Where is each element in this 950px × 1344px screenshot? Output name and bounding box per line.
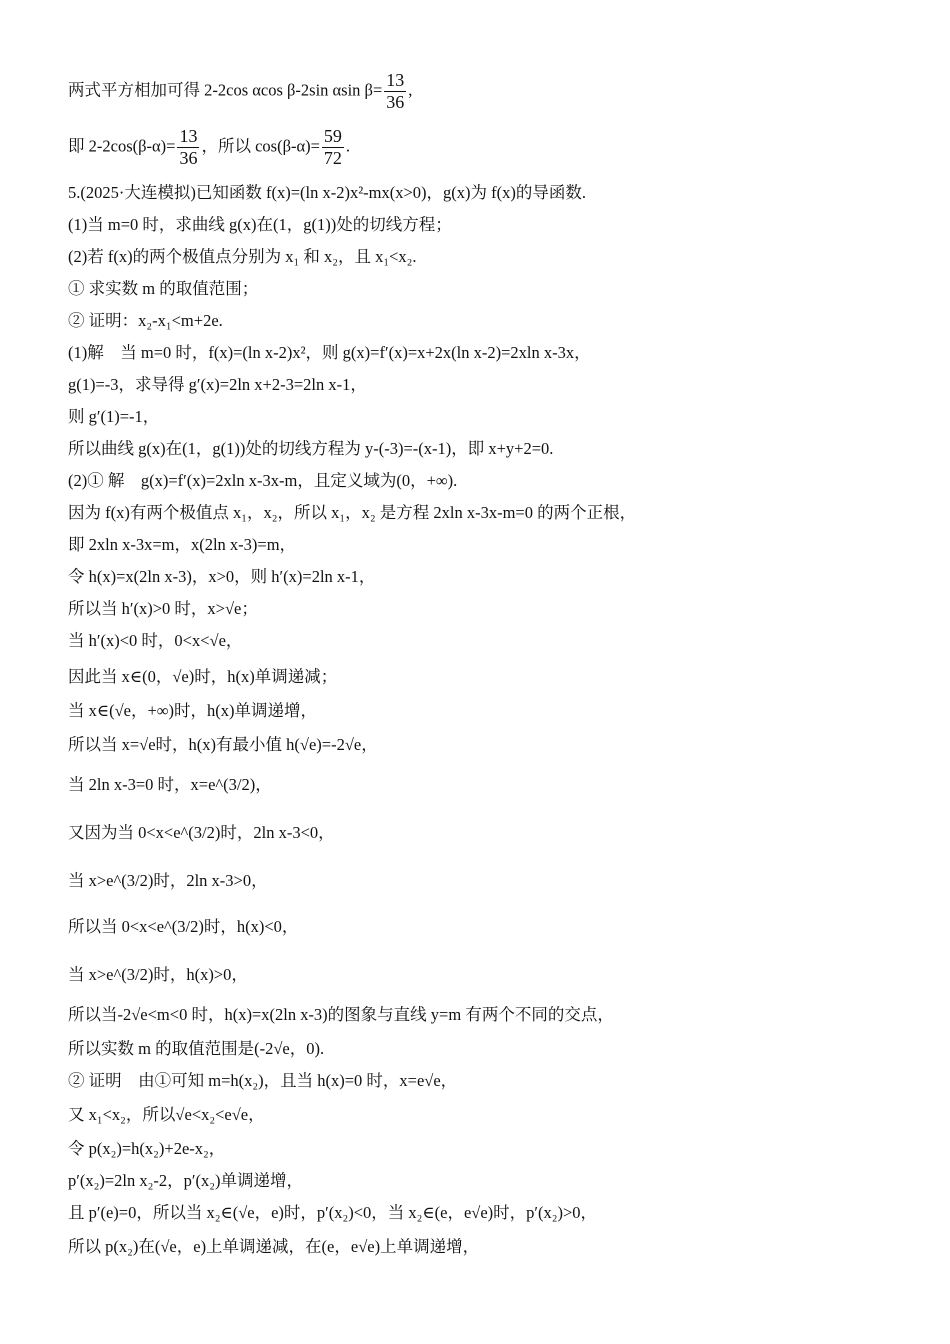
text-line-l18 bbox=[68, 666, 337, 688]
text-run: (2)① 解 g(x)=f′(x)=2xln x-3x-m，且定义域为(0，+∞). bbox=[68, 471, 458, 490]
text-line-l11 bbox=[68, 438, 553, 460]
text-line-l26 bbox=[68, 1004, 614, 1026]
text-run: (1)解 当 m=0 时，f(x)=(ln x-2)x²，则 g(x)=f′(x)=x+2x(ln x-2)=2xln x-3x， bbox=[68, 343, 591, 362]
text-line-l31 bbox=[68, 1170, 303, 1192]
text-run: 令 p(x₂)=h(x₂)+2e-x₂， bbox=[68, 1139, 226, 1158]
text-run: 当 x>e^(3/2)时，2ln x-3>0， bbox=[68, 871, 268, 890]
text-run: (1)当 m=0 时，求曲线 g(x)在(1，g(1))处的切线方程； bbox=[68, 215, 452, 234]
text-line-l03 bbox=[68, 182, 586, 204]
text-run: 则 g′(1)=-1， bbox=[68, 407, 160, 426]
fraction-denominator: 36 bbox=[179, 148, 198, 168]
text-line-l17 bbox=[68, 630, 242, 652]
text-line-l01 bbox=[68, 70, 412, 113]
text-run: 所以当 0<x<e^(3/2)时，h(x)<0， bbox=[68, 917, 299, 936]
text-line-l05 bbox=[68, 246, 417, 268]
fraction-denominator: 36 bbox=[386, 92, 405, 112]
text-run: 两式平方相加可得 2-2cos αcos β-2sin αsin β= bbox=[68, 80, 383, 100]
text-line-l20 bbox=[68, 734, 378, 756]
text-run: 所以曲线 g(x)在(1，g(1))处的切线方程为 y-(-3)=-(x-1)，即 x+y+2=0. bbox=[68, 439, 554, 458]
fraction-numerator: 59 bbox=[323, 126, 342, 146]
text-run: 又 x₁<x₂，所以√e<x₂<e√e， bbox=[68, 1105, 265, 1124]
text-run: 令 h(x)=x(2ln x-3)，x>0，则 h′(x)=2ln x-1， bbox=[68, 567, 376, 586]
text-run: 因此当 x∈(0，√e)时，h(x)单调递减； bbox=[68, 667, 338, 686]
fraction bbox=[322, 126, 344, 169]
text-line-l08 bbox=[68, 342, 591, 364]
text-line-l19 bbox=[68, 700, 317, 722]
text-run: 所以当 h′(x)>0 时，x>√e； bbox=[68, 599, 258, 618]
text-run: ② 证明 由①可知 m=h(x₂)，且当 h(x)=0 时，x=e√e， bbox=[68, 1071, 458, 1090]
text-line-l15 bbox=[68, 566, 375, 588]
text-run: 当 h′(x)<0 时，0<x<√e， bbox=[68, 631, 243, 650]
text-line-l04 bbox=[68, 214, 452, 236]
text-line-l22 bbox=[68, 822, 335, 844]
text-line-l12 bbox=[68, 470, 457, 492]
text-line-l21 bbox=[68, 774, 272, 796]
text-run: g(1)=-3，求导得 g′(x)=2ln x+2-3=2ln x-1， bbox=[68, 375, 367, 394]
text-run: 所以实数 m 的取值范围是(-2√e，0). bbox=[68, 1039, 325, 1058]
text-line-l29 bbox=[68, 1104, 265, 1126]
text-run: 且 p′(e)=0，所以当 x₂∈(√e，e)时，p′(x₂)<0，当 x₂∈(e，e√e)时，p′(x₂)>0， bbox=[68, 1203, 598, 1222]
text-line-l14 bbox=[68, 534, 296, 556]
text-run: ② 证明：x₂-x₁<m+2e. bbox=[68, 311, 223, 330]
text-run: 即 2xln x-3x=m，x(2ln x-3)=m， bbox=[68, 535, 297, 554]
text-line-l16 bbox=[68, 598, 258, 620]
text-run: , bbox=[408, 80, 413, 100]
text-run: 当 x>e^(3/2)时，h(x)>0， bbox=[68, 965, 248, 984]
text-run: . bbox=[345, 136, 351, 156]
text-line-l32 bbox=[68, 1202, 597, 1224]
text-line-l13 bbox=[68, 502, 636, 524]
text-line-l24 bbox=[68, 916, 298, 938]
text-run: 所以 p(x₂)在(√e，e)上单调递减，在(e，e√e)上单调递增， bbox=[68, 1237, 480, 1256]
text-line-l27 bbox=[68, 1038, 324, 1060]
text-line-l23 bbox=[68, 870, 268, 892]
text-line-l33 bbox=[68, 1236, 479, 1258]
text-run: 5.(2025·大连模拟)已知函数 f(x)=(ln x-2)x²-mx(x>0)，g(x)为 f(x)的导函数. bbox=[68, 183, 587, 202]
text-run: 所以当-2√e<m<0 时，h(x)=x(2ln x-3)的图象与直线 y=m 有两个不同的交点， bbox=[68, 1005, 614, 1024]
text-run: p′(x₂)=2ln x₂-2，p′(x₂)单调递增， bbox=[68, 1171, 303, 1190]
fraction-denominator: 72 bbox=[323, 148, 342, 168]
text-line-l25 bbox=[68, 964, 248, 986]
text-line-l28 bbox=[68, 1070, 457, 1092]
text-run: ① 求实数 m 的取值范围； bbox=[68, 279, 259, 298]
text-run: 当 2ln x-3=0 时，x=e^(3/2)， bbox=[68, 775, 272, 794]
text-run: ，所以 cos(β-α)= bbox=[201, 136, 320, 156]
fraction-numerator: 13 bbox=[386, 70, 405, 90]
text-line-l30 bbox=[68, 1138, 225, 1160]
text-run: 所以当 x=√e时，h(x)有最小值 h(√e)=-2√e， bbox=[68, 735, 378, 754]
text-line-l06 bbox=[68, 278, 258, 300]
fraction bbox=[384, 70, 406, 113]
fraction-numerator: 13 bbox=[179, 126, 198, 146]
text-run: (2)若 f(x)的两个极值点分别为 x₁ 和 x₂，且 x₁<x₂. bbox=[68, 247, 417, 266]
text-run: 因为 f(x)有两个极值点 x₁，x₂，所以 x₁，x₂ 是方程 2xln x-3x-m=0 的两个正根， bbox=[68, 503, 637, 522]
text-run: 又因为当 0<x<e^(3/2)时，2ln x-3<0， bbox=[68, 823, 335, 842]
text-line-l02 bbox=[68, 126, 350, 169]
text-line-l09 bbox=[68, 374, 367, 396]
text-run: 当 x∈(√e，+∞)时，h(x)单调递增， bbox=[68, 701, 318, 720]
fraction bbox=[177, 126, 199, 169]
text-line-l07 bbox=[68, 310, 223, 332]
text-line-l10 bbox=[68, 406, 159, 428]
text-run: 即 2-2cos(β-α)= bbox=[68, 136, 176, 156]
